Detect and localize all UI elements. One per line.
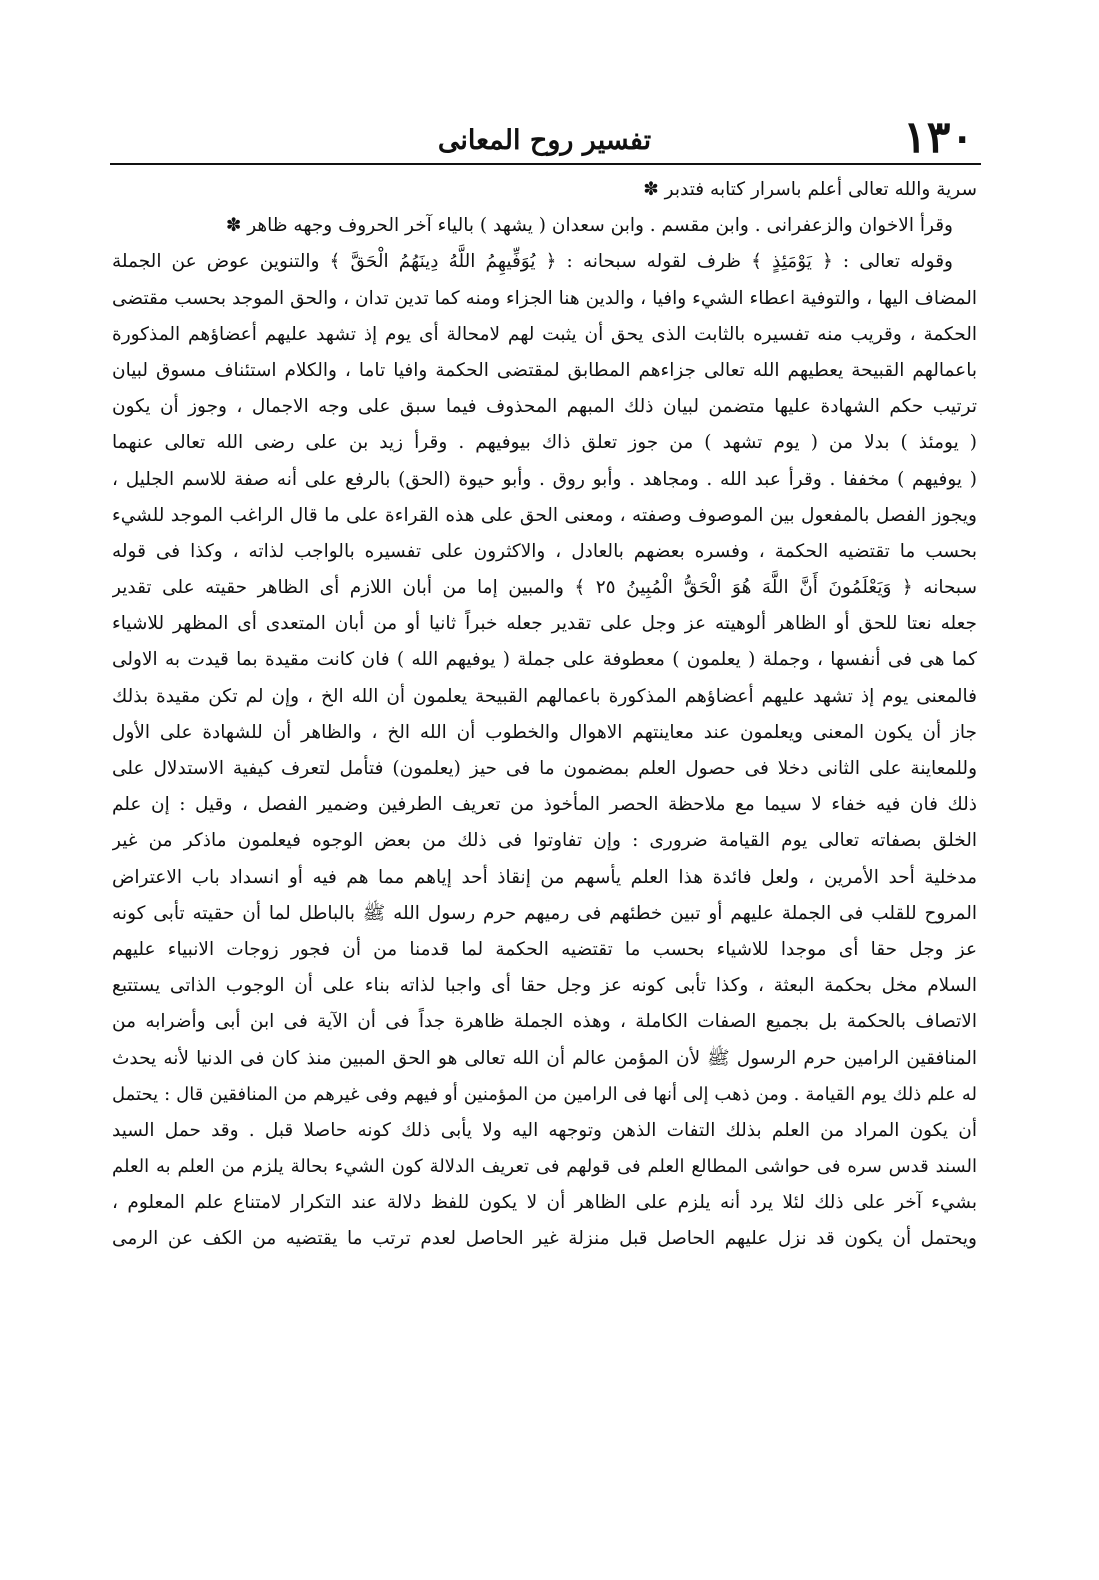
text-line: كما هى فى أنفسها ، وجملة ( يعلمون ) معطوفة على جملة ( يوفيهم الله ) فان كانت مقيدة بما قيدت به الاولى [112,649,977,671]
text-line: أن يكون المراد من العلم بذلك التفات الذهن وتوجهه اليه ولا يأبى ذلك كونه حاصلا قبل . وقد حمل السيد [112,1119,977,1141]
text-line: الخلق بصفاته تعالى يوم القيامة ضرورى : وإن تفاوتوا فى ذلك من بعض الوجوه فيعلمون ماذكر من غير [112,830,977,852]
text-line: وقوله تعالى : ﴿ يَوْمَئِذٍ ﴾ ظرف لقوله سبحانه : ﴿ يُوَفِّيهِمُ اللَّهُ دِينَهُمُ الْحَقَّ ﴾ والتنوين عوض عن الجملة [112,251,953,273]
text-line: ترتيب حكم الشهادة عليها متضمن لبيان ذلك المبهم المحذوف فيما سبق على وجه الاجمال ، وجوز أن يكون [112,396,977,418]
header-rule [110,163,981,165]
text-line: الحكمة ، وقريب منه تفسيره بالثابت الذى يحق أن يثبت لهم لامحالة أى يوم إذ تشهد عليهم أعضاؤهم المذكورة [112,323,977,345]
text-line: جاز أن يكون المعنى ويعلمون عند معاينتهم الاهوال والخطوب أن الله الخ ، والظاهر أن للشهادة على الأول [112,721,977,743]
text-line: ( يوفيهم ) مخففا . وقرأ عبد الله . ومجاهد . وأبو روق . وأبو حيوة (الحق) بالرفع على أنه صفة للاسم الجليل ، [112,468,977,490]
body-text [112,172,977,1258]
text-line: بشيء آخر على ذلك لئلا يرد أنه يلزم على الظاهر أن لا يكون للفظ دلالة عند التكرار لامتناع علم المعلوم ، [112,1192,977,1214]
page-number: ١٣٠ [903,112,974,163]
text-line: عز وجل حقا أى موجدا للاشياء بحسب ما تقتضيه الحكمة لما قدمنا من أن فجور زوجات الانبياء عليهم [112,938,977,960]
text-line: سبحانه ﴿ وَيَعْلَمُونَ أَنَّ اللَّهَ هُوَ الْحَقُّ الْمُبِينُ ٢٥ ﴾ والمبين إما من أبان اللازم أى الظاهر حقيته على تقدير [112,577,977,599]
text-line: سرية والله تعالى أعلم باسرار كتابه فتدبر ✽ [643,179,977,200]
text-line: الاتصاف بالحكمة بل بجميع الصفات الكاملة ، وهذه الجملة ظاهرة جداً فى أن الآية فى ابن أبى وأضرابه من [112,1011,977,1033]
text-line: وللمعاينة على الثانى دخلا فى حصول العلم بمضمون ما فى حيز (يعلمون) فتأمل لتعرف كيفية الاستدلال على [112,758,977,779]
text-line: ويحتمل أن يكون قد نزل عليهم الحاصل قبل منزلة غير الحاصل لعدم ترتب ما يقتضيه من الكف عن الرمى [112,1228,977,1250]
page-header [115,108,974,163]
text-line: فالمعنى يوم إذ تشهد عليهم أعضاؤهم المذكورة باعمالهم القبيحة يعلمون أن الله الخ ، وإن لم تكن مقيدة بذلك [112,685,977,707]
text-line: وقرأ الاخوان والزعفرانى . وابن مقسم . وابن سعدان ( يشهد ) بالياء آخر الحروف وجهه ظاهر ✽ [225,215,953,237]
text-line: السلام مخل بحكمة البعثة ، وكذا تأبى كونه عز وجل حقا أى واجبا لذاته بناء على أن الوجوب الذاتى يستتبع [112,975,977,997]
text-line: مدخلية أحد الأمرين ، ولعل فائدة هذا العلم يأسهم من إنقاذ أحد إياهم مما هم فيه أو انسداد باب الاعتراض [112,866,977,888]
text-line: المروح للقلب فى الجملة عليهم أو تبين خطئهم فى رميهم حرم رسول الله ﷺ بالباطل لما أن حقيته تأبى كونه [112,902,977,924]
text-line: المنافقين الرامين حرم الرسول ﷺ لأن المؤمن عالم أن الله تعالى هو الحق المبين منذ كان فى الدنيا لأنه يحدث [112,1047,977,1069]
text-line: باعمالهم القبيحة يعطيهم الله تعالى جزاءهم المطابق لمقتضى الحكمة وافيا تاما ، والكلام استئناف مسوق لبيان [112,359,977,381]
text-line: ويجوز الفصل بالمفعول بين الموصوف وصفته ، ومعنى الحق على هذه القراءة على ما قال الراغب الموجد للشيء [112,504,977,526]
text-line: المضاف اليها ، والتوفية اعطاء الشيء وافيا ، والدين هنا الجزاء ومنه كما تدين تدان ، والحق الموجد بحسب مقتضى [112,287,977,309]
text-line: له علم ذلك يوم القيامة . ومن ذهب إلى أنها فى الرامين من المؤمنين أو فيهم وفى غيرهم من المنافقين قال : يحتمل [112,1083,977,1105]
text-line: ذلك فان فيه خفاء لا سيما مع ملاحظة الحصر المأخوذ من تعريف الطرفين وضمير الفصل ، وقيل : إن علم [112,794,977,816]
text-line: السند قدس سره فى حواشى المطالع العلم فى قولهم فى تعريف الدلالة كون الشيء بحالة يلزم من العلم به العلم [112,1156,977,1178]
text-line: جعله نعتا للحق أو الظاهر ألوهيته عز وجل على تقدير جعله خبراً ثانيا أو من أبان المتعدى أى المظهر للاشياء [112,613,977,635]
text-line: بحسب ما تقتضيه الحكمة ، وفسره بعضهم بالعادل ، والاكثرون على تفسيره بالواجب لذاته ، وكذا فى قوله [112,540,977,562]
running-title: تفسير روح المعانى [437,125,652,156]
text-line: ( يومئذ ) بدلا من ( يوم تشهد ) من جوز تعلق ذاك بيوفيهم . وقرأ زيد بن على رضى الله تعالى عنهما [112,432,977,454]
